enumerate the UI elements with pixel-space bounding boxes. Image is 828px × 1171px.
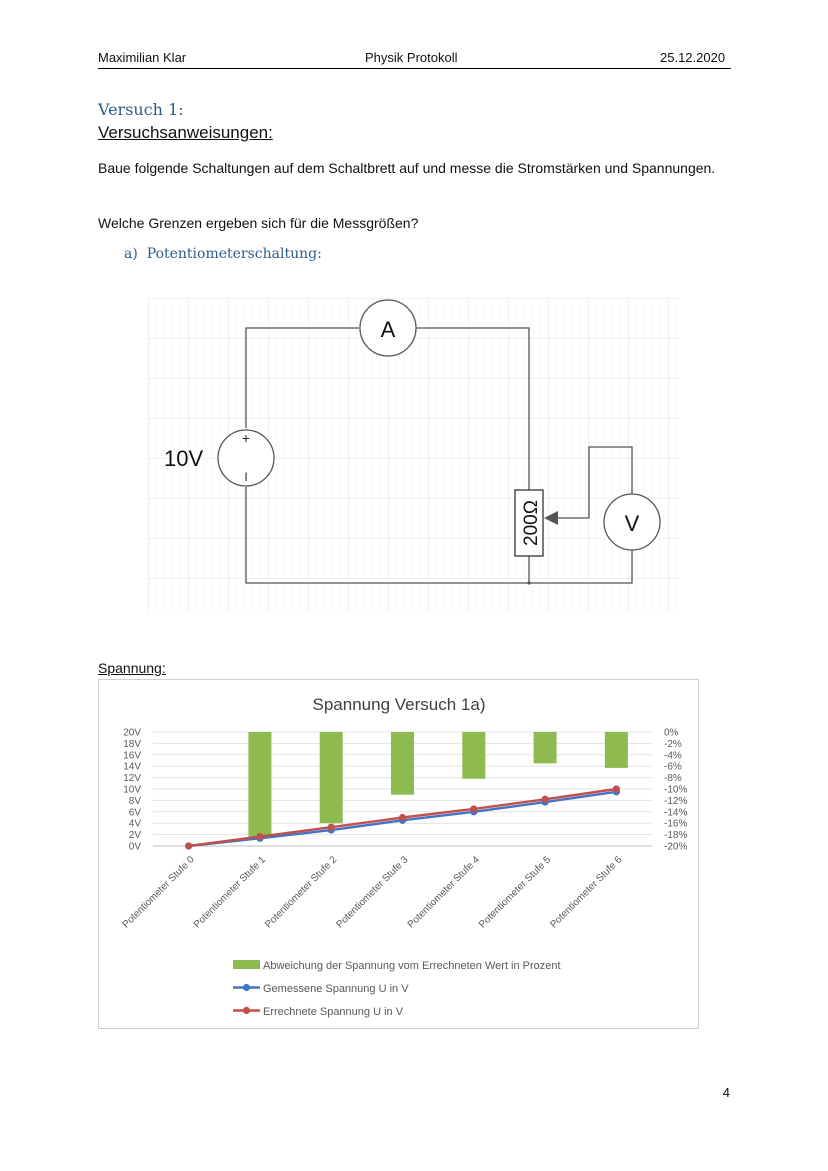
x-category-label: Potentiometer Stufe 1 xyxy=(191,854,269,931)
y-right-tick-label: -20% xyxy=(664,841,688,853)
y-right-tick-label: -16% xyxy=(664,818,688,830)
section-subtitle: Versuchsanweisungen: xyxy=(98,123,273,142)
paragraph-question: Welche Grenzen ergeben sich für die Messgrößen? xyxy=(98,215,419,231)
junction-dot xyxy=(527,581,530,584)
chart-svg xyxy=(99,680,698,1028)
chart-data-point xyxy=(613,785,620,792)
y-right-tick-label: -18% xyxy=(664,830,688,842)
header-date: 25.12.2020 xyxy=(660,50,726,65)
chart-data-point xyxy=(185,842,192,849)
x-category-label: Potentiometer Stufe 4 xyxy=(405,854,482,931)
header-author: Maximilian Klar xyxy=(98,50,187,65)
header-rule xyxy=(98,68,731,69)
paragraph-instructions: Baue folgende Schaltungen auf dem Schaltbrett auf und messe die Stromstärken und Spannungen. xyxy=(98,160,716,176)
chart-data-point xyxy=(541,796,548,803)
section-title: Versuch 1: xyxy=(98,100,184,119)
circuit-diagram xyxy=(148,298,680,614)
y-right-tick-label: -10% xyxy=(664,784,688,796)
chart-bar xyxy=(462,732,485,779)
x-category-label: Potentiometer Stufe 5 xyxy=(477,854,554,931)
y-left-tick-label: 0V xyxy=(128,841,141,853)
legend-swatch-bar xyxy=(233,960,260,969)
legend-swatch-marker xyxy=(243,984,250,991)
resistor-label: 200Ω xyxy=(521,500,542,546)
y-left-tick-label: 20V xyxy=(123,727,141,739)
y-left-tick-label: 8V xyxy=(128,795,141,807)
legend-label: Errechnete Spannung U in V xyxy=(263,1006,404,1018)
ammeter xyxy=(360,300,416,356)
voltmeter-label: V xyxy=(624,511,640,536)
voltage-source xyxy=(218,430,274,486)
chart-section-label: Spannung: xyxy=(98,660,166,676)
chart-bar xyxy=(534,732,557,763)
y-left-tick-label: 18V xyxy=(123,738,141,750)
y-right-tick-label: -4% xyxy=(664,750,682,762)
legend-label: Abweichung der Spannung vom Errechneten Wert in Prozent xyxy=(263,960,561,972)
header-title: Physik Protokoll xyxy=(365,50,458,65)
legend-swatch-marker xyxy=(243,1007,250,1014)
x-category-label: Potentiometer Stufe 0 xyxy=(120,854,197,931)
source-minus: I xyxy=(244,470,248,484)
y-right-tick-label: -2% xyxy=(664,738,682,750)
y-left-tick-label: 12V xyxy=(123,773,141,785)
chart-bar xyxy=(391,732,414,795)
y-left-tick-label: 4V xyxy=(128,818,141,830)
legend-label: Gemessene Spannung U in V xyxy=(263,983,409,995)
x-category-label: Potentiometer Stufe 6 xyxy=(548,854,625,931)
subsection-a-title: Potentiometerschaltung: xyxy=(146,246,322,262)
y-right-tick-label: -14% xyxy=(664,807,688,819)
y-left-tick-label: 14V xyxy=(123,761,141,773)
source-plus: + xyxy=(241,430,251,446)
subsection-a-heading xyxy=(124,246,322,262)
chart-title: Spannung Versuch 1a) xyxy=(312,695,486,714)
y-left-tick-label: 10V xyxy=(123,784,141,796)
x-category-label: Potentiometer Stufe 2 xyxy=(263,854,340,931)
chart-bar xyxy=(605,732,628,768)
ammeter-label: A xyxy=(380,317,396,342)
subsection-a-marker: a) xyxy=(124,246,138,262)
chart-data-point xyxy=(470,805,477,812)
y-left-tick-label: 2V xyxy=(128,830,141,842)
chart-bar xyxy=(248,732,271,837)
chart-data-point xyxy=(328,824,335,831)
chart-data-point xyxy=(399,814,406,821)
source-label: 10V xyxy=(164,446,204,471)
y-left-tick-label: 16V xyxy=(123,750,141,762)
x-category-label: Potentiometer Stufe 3 xyxy=(334,854,411,931)
voltmeter xyxy=(604,494,660,550)
y-right-tick-label: 0% xyxy=(664,727,679,739)
chart-data-point xyxy=(256,833,263,840)
chart-frame xyxy=(98,679,699,1029)
y-right-tick-label: -8% xyxy=(664,773,682,785)
chart-bar xyxy=(320,732,343,823)
y-right-tick-label: -12% xyxy=(664,795,688,807)
y-left-tick-label: 6V xyxy=(128,807,141,819)
page-number: 4 xyxy=(722,1085,730,1100)
y-right-tick-label: -6% xyxy=(664,761,682,773)
